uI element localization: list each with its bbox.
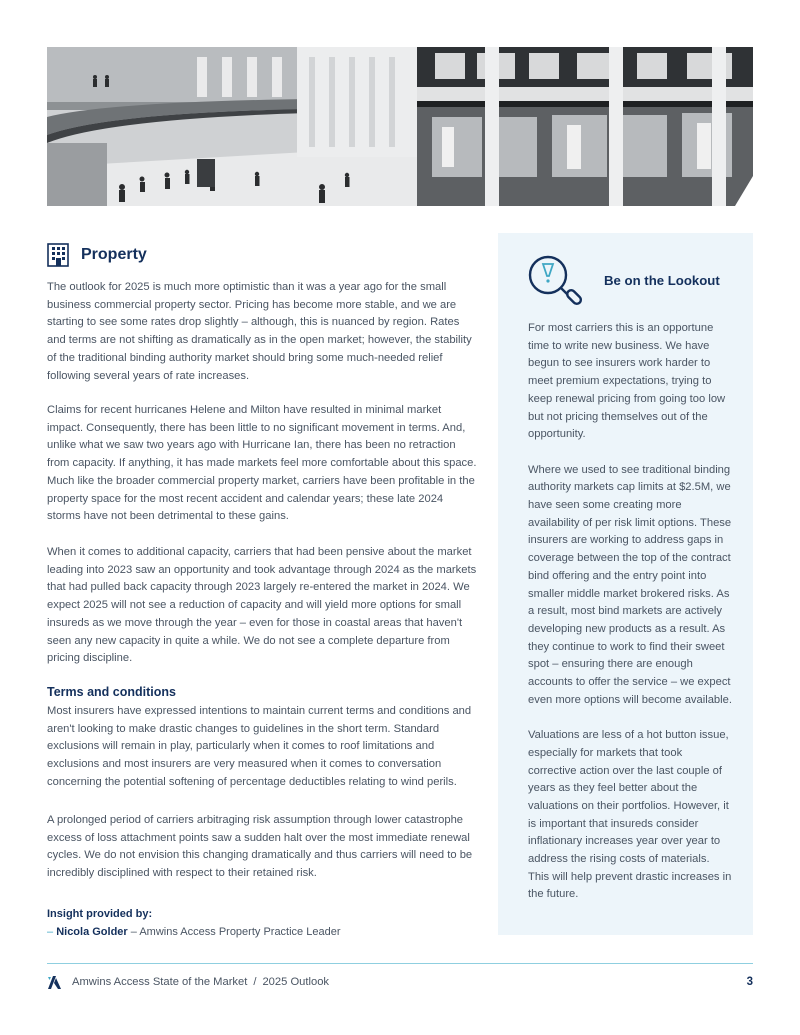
magnifying-glass-icon: [526, 253, 586, 313]
property-paragraph-3: [47, 544, 479, 668]
body-paragraph: The outlook for 2025 is much more optimistic than it was a year ago for the small business commercial property sector. Pricing has become more stable, and we are starting to see some rates drop slightly – although, this is nuanced by region. Rates and terms are not shifting as dramatically as in the open market; however, the stability of the traditional binding authority market should bring some much-needed relief following several years of rate increases.: [47, 281, 472, 382]
terms-heading: Terms and conditions: [47, 685, 176, 699]
terms-paragraph-2: [47, 812, 479, 883]
page-footer: [47, 973, 753, 991]
footer-divider: [47, 963, 753, 964]
amwins-logo-icon: [47, 974, 63, 990]
property-heading: [47, 243, 147, 267]
insight-credit: [47, 905, 341, 941]
footer-separator: /: [253, 976, 257, 988]
credit-dash: –: [47, 926, 54, 938]
page-title: Property: [81, 246, 147, 263]
edition-label: 2025 Outlook: [262, 976, 330, 988]
author-role: – Amwins Access Property Practice Leader: [130, 926, 341, 938]
body-paragraph: Most insurers have expressed intentions to maintain current terms and conditions and aren't looking to make drastic changes to guidelines in the short term. Standard exclusions will remain in play, particularly when it comes to roof limitations and exclusions and most insurers are very measured when it comes to conversation concerning the potential softening of percentage deductibles relating to wind perils.: [47, 705, 472, 788]
hero-corner-cut: [735, 176, 753, 206]
hero-image: [47, 47, 753, 206]
mall-photo: [47, 47, 753, 206]
sidebar-title: Be on the Lookout: [604, 273, 720, 288]
terms-paragraph-1: [47, 703, 479, 792]
publication-title: Amwins Access State of the Market: [72, 976, 248, 988]
page-number: 3: [746, 976, 753, 988]
sidebar-paragraph: Where we used to see traditional binding authority markets cap limits at $2.5M, we have seen some creating more availability of per risk limit options. These insurers are working to address gaps in coverage between the top of the contract bind offering and the entry point into smaller middle market brokered risks. As a result, most bind markets are actively developing new products as a result. As they continue to work to find their sweet spot – ensuring there are enough accounts to offer the service – we expect even more options will become available.: [528, 463, 732, 706]
credit-label: Insight provided by:: [47, 908, 153, 920]
author-name: Nicola Golder: [56, 926, 128, 938]
building-icon: [47, 243, 69, 267]
sidebar-paragraph: Valuations are less of a hot button issue, especially for markets that took corrective action over the last couple of years as they feel better about the valuations on their portfolios. However, it is important that insureds consider inflationary increases year over year to address the rising costs of materials. This will help prevent drastic increases in the future.: [528, 729, 732, 901]
lookout-sidebar: [498, 233, 753, 935]
property-paragraph-2: [47, 402, 479, 526]
property-paragraph-1: [47, 279, 479, 385]
body-paragraph: Claims for recent hurricanes Helene and Milton have resulted in minimal market impact. Consequently, there has been little to no significant movement in terms. And, unlike what we saw two years ago with Hurricane Ian, there has been no retraction from capacity. If anything, it has made markets feel more comfortable about this space. Much like the broader commercial property market, carriers have been profitable in the property space for the most recent accident and calendar years; these late 2024 storms have not been detrimental to these gains.: [47, 404, 477, 523]
body-paragraph: When it comes to additional capacity, carriers that had been pensive about the market leading into 2023 saw an opportunity and took advantage through 2024 as the markets that had pulled back capacity through 2023 largely re-entered the market in 2024. We expect 2025 will not see a reduction of capacity and will yield more options for small insureds as we move through the year – even for those in coastal areas that haven't seen any new capacity in quite a while. We do not see a complete departure from pricing discipline.: [47, 546, 477, 665]
body-paragraph: A prolonged period of carriers arbitraging risk assumption through lower catastrophe excess of loss attachment points saw a sudden halt over the most immediate renewal cycles. We do not envision this changing dramatically and thus carriers will need to be incredibly disciplined with respect to their retained risk.: [47, 814, 473, 880]
sidebar-body: [528, 320, 733, 922]
sidebar-paragraph: For most carriers this is an opportune time to write new business. We have begun to see insurers work harder to meet premium expectations, trying to keep renewal pricing from going too low but not pricing themselves out of the opportunity.: [528, 322, 726, 441]
